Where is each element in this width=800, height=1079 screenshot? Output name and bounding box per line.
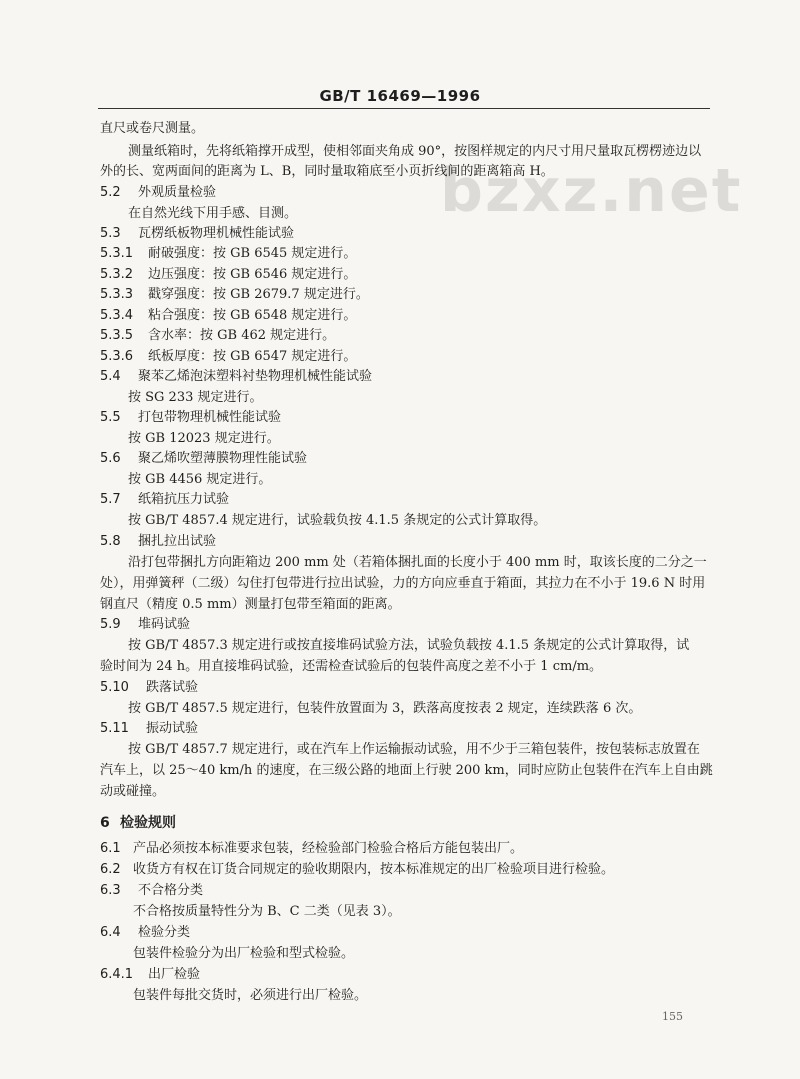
section-number: 5.3.4 [100,308,134,323]
section-number: 5.6 [100,451,121,466]
section-number: 5.4 [100,369,121,384]
section-title: 不合格分类 [138,883,204,898]
section-number: 5.3.2 [100,267,134,282]
section-number: 5.2 [100,185,121,200]
section-number: 5.9 [100,617,121,632]
section-title: 振动试验 [146,721,199,736]
paragraph-line: 产品必须按本标准要求包装，经检验部门检验合格后方能包装出厂。 [133,841,524,856]
paragraph-line: 不合格按质量特性分为 B、C 二类（见表 3）。 [133,904,401,919]
paragraph-line: 汽车上，以 25～40 km/h 的速度，在三级公路的地面上行驶 200 km，同时应防止包装件在汽车上自由跳 [100,763,713,778]
paragraph-line: 按 GB/T 4857.5 规定进行，包装件放置面为 3，跌落高度按表 2 规定，连续跌落 6 次。 [128,701,642,716]
section-title: 打包带物理机械性能试验 [138,410,282,425]
paragraph-line: 边压强度：按 GB 6546 规定进行。 [148,267,357,282]
paragraph-line: 沿打包带捆扎方向距箱边 200 mm 处（若箱体捆扎面的长度小于 400 mm 时，取该长度的二分之一 [128,555,707,570]
paragraph-line: 按 GB 4456 规定进行。 [128,472,272,487]
header-rule [98,108,710,109]
section-number: 5.3.5 [100,328,134,343]
section-number: 5.10 [100,680,129,695]
chapter-number: 6 [100,815,110,831]
paragraph-line: 钢直尺（精度 0.5 mm）测量打包带至箱面的距离。 [100,597,401,612]
section-title: 检验分类 [138,925,191,940]
paragraph-line: 耐破强度：按 GB 6545 规定进行。 [148,246,357,261]
paragraph-line: 按 GB 12023 规定进行。 [128,431,280,446]
section-number: 5.5 [100,410,121,425]
section-number: 6.4.1 [100,967,134,982]
section-number: 5.8 [100,534,121,549]
paragraph-line: 外的长、宽两面间的距离为 L、B，同时量取箱底至小页折线间的距离箱高 H。 [100,164,554,179]
paragraph-line: 动或碰撞。 [100,784,166,799]
paragraph-line: 戳穿强度：按 GB 2679.7 规定进行。 [148,287,369,302]
section-title: 捆扎拉出试验 [138,534,217,549]
section-title: 出厂检验 [148,967,201,982]
paragraph-line: 包装件检验分为出厂检验和型式检验。 [133,946,355,961]
paragraph-line: 按 GB/T 4857.7 规定进行，或在汽车上作运输振动试验，用不少于三箱包装件，按包装标志放置在 [128,742,700,757]
document-header: GB/T 16469—1996 [319,87,481,105]
section-title: 跌落试验 [146,680,199,695]
paragraph-line: 粘合强度：按 GB 6548 规定进行。 [148,308,357,323]
paragraph-line: 在自然光线下用手感、目测。 [128,206,298,221]
paragraph-line: 按 SG 233 规定进行。 [128,390,263,405]
section-number: 5.3 [100,226,121,241]
paragraph-line: 按 GB/T 4857.4 规定进行，试验载负按 4.1.5 条规定的公式计算取得。 [128,513,547,528]
page-number: 155 [662,1010,683,1023]
section-title: 纸箱抗压力试验 [138,492,230,507]
watermark: bzxz.net [440,156,743,226]
paragraph-line: 测量纸箱时，先将纸箱撑开成型，使相邻面夹角成 90°，按图样规定的内尺寸用尺量取瓦楞楞迹边以 [128,144,702,159]
section-number: 6.1 [100,841,121,856]
section-number: 6.2 [100,862,121,877]
section-title: 瓦楞纸板物理机械性能试验 [138,226,295,241]
section-number: 5.11 [100,721,129,736]
chapter-title: 检验规则 [120,815,176,831]
paragraph-line: 直尺或卷尺测量。 [100,121,205,136]
paragraph-line: 包装件每批交货时，必须进行出厂检验。 [133,988,368,1003]
section-number: 6.4 [100,925,121,940]
paragraph-line: 按 GB/T 4857.3 规定进行或按直接堆码试验方法，试验负载按 4.1.5 条规定的公式计算取得，试 [128,638,690,653]
paragraph-line: 验时间为 24 h。用直接堆码试验，还需检查试验后的包装件高度之差不小于 1 cm/m。 [100,659,603,674]
section-number: 5.3.3 [100,287,134,302]
section-title: 外观质量检验 [138,185,217,200]
paragraph-line: 含水率：按 GB 462 规定进行。 [148,328,336,343]
section-title: 聚苯乙烯泡沫塑料衬垫物理机械性能试验 [138,369,373,384]
section-title: 堆码试验 [138,617,191,632]
section-title: 聚乙烯吹塑薄膜物理性能试验 [138,451,308,466]
section-number: 5.3.6 [100,349,134,364]
section-number: 5.7 [100,492,121,507]
paragraph-line: 处），用弹簧秤（二级）勾住打包带进行拉出试验，力的方向应垂直于箱面，其拉力在不小于 19.6 N 时用 [100,576,706,591]
paragraph-line: 纸板厚度：按 GB 6547 规定进行。 [148,349,357,364]
section-number: 6.3 [100,883,121,898]
paragraph-line: 收货方有权在订货合同规定的验收期限内，按本标准规定的出厂检验项目进行检验。 [133,862,615,877]
section-number: 5.3.1 [100,246,134,261]
